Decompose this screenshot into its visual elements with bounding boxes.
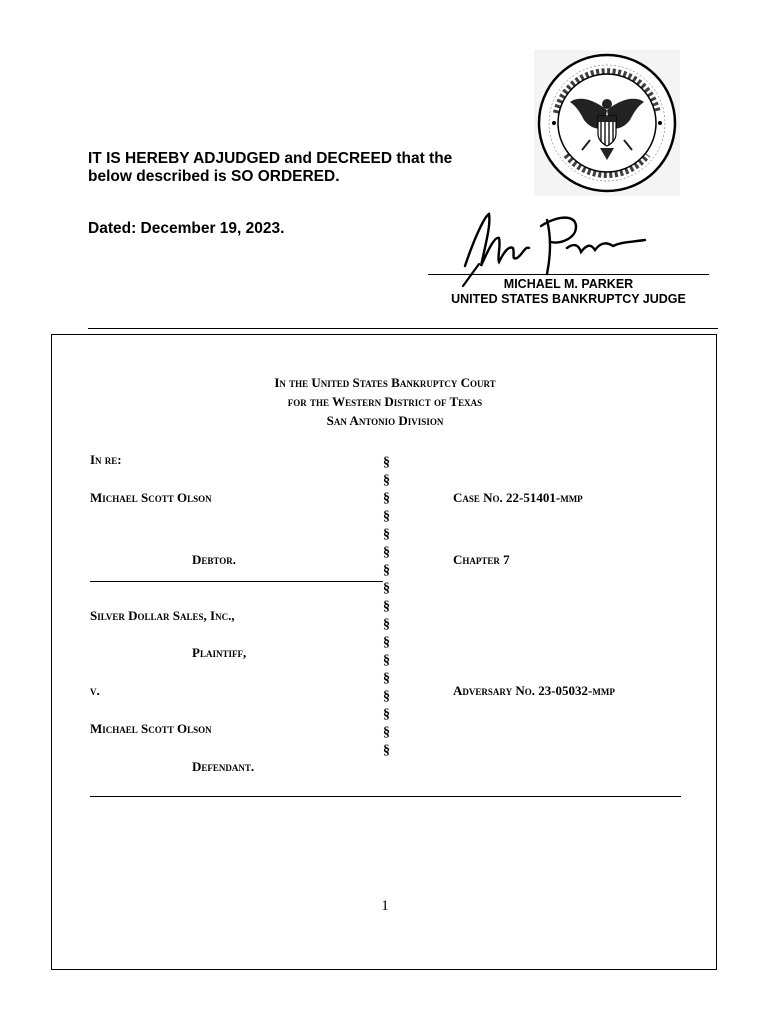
section-symbol: § bbox=[383, 617, 390, 632]
section-symbol: § bbox=[383, 743, 390, 758]
section-symbol: § bbox=[383, 671, 390, 686]
court-heading-line-2: for the Western District of Texas bbox=[287, 394, 483, 409]
defendant-role: Defendant. bbox=[192, 759, 255, 774]
section-symbol: § bbox=[383, 725, 390, 740]
section-symbol: § bbox=[383, 455, 390, 470]
bankruptcy-court-seal-icon bbox=[534, 50, 680, 196]
court-heading-line-3: San Antonio Division bbox=[326, 413, 444, 428]
signature-line bbox=[428, 274, 709, 275]
section-symbol: § bbox=[383, 527, 390, 542]
order-line-1: IT IS HEREBY ADJUDGED and DECREED that the bbox=[88, 150, 453, 167]
section-symbol: § bbox=[383, 491, 390, 506]
order-separator bbox=[88, 328, 718, 329]
debtor-name: Michael Scott Olson bbox=[90, 490, 212, 505]
section-symbol: § bbox=[383, 707, 390, 722]
adversary-number: Adversary No. 23-05032-mmp bbox=[453, 683, 615, 698]
judge-title: UNITED STATES BANKRUPTCY JUDGE bbox=[451, 292, 686, 306]
caption-divider bbox=[90, 581, 383, 582]
section-symbol: § bbox=[383, 563, 390, 578]
section-symbol: § bbox=[383, 581, 390, 596]
section-symbol: § bbox=[383, 473, 390, 488]
order-statement bbox=[88, 150, 508, 186]
plaintiff-role: Plaintiff, bbox=[192, 645, 247, 660]
caption-bottom-rule bbox=[90, 796, 681, 797]
section-symbol: § bbox=[383, 635, 390, 650]
court-heading-line-1: In the United States Bankruptcy Court bbox=[274, 375, 496, 390]
versus-label: v. bbox=[90, 683, 100, 698]
debtor-role: Debtor. bbox=[192, 552, 236, 567]
in-re-label: In re: bbox=[90, 452, 122, 467]
section-symbol: § bbox=[383, 599, 390, 614]
page-number: 1 bbox=[381, 898, 389, 914]
section-symbol: § bbox=[383, 689, 390, 704]
chapter: Chapter 7 bbox=[453, 552, 510, 567]
judge-name: MICHAEL M. PARKER bbox=[503, 277, 634, 291]
case-number: Case No. 22-51401-mmp bbox=[453, 490, 583, 505]
order-date: Dated: December 19, 2023. bbox=[88, 220, 285, 237]
section-symbol: § bbox=[383, 509, 390, 524]
plaintiff-name: Silver Dollar Sales, Inc., bbox=[90, 608, 235, 623]
defendant-name: Michael Scott Olson bbox=[90, 721, 212, 736]
section-symbol: § bbox=[383, 653, 390, 668]
order-line-2: below described is SO ORDERED. bbox=[88, 168, 340, 185]
section-symbol: § bbox=[383, 545, 390, 560]
